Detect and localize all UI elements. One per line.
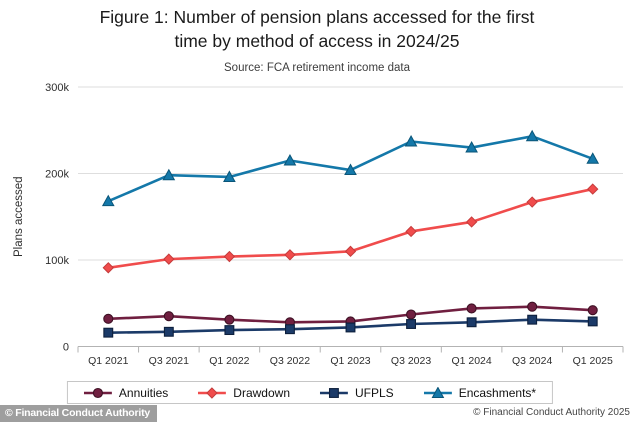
y-tick-label: 100k bbox=[45, 255, 69, 267]
fca-watermark: © Financial Conduct Authority bbox=[0, 405, 157, 422]
series-encashments bbox=[103, 131, 598, 206]
legend-item-annuities[interactable] bbox=[84, 386, 168, 400]
legend-label: Annuities bbox=[118, 385, 169, 400]
y-tick-label: 0 bbox=[62, 341, 69, 354]
series-drawdown bbox=[103, 184, 597, 273]
y-tick-label: 300k bbox=[45, 82, 69, 94]
x-tick-label: Q1 2025 bbox=[572, 355, 613, 367]
figure-subtitle: Source: FCA retirement income data bbox=[224, 62, 410, 74]
legend-label: Drawdown bbox=[233, 385, 291, 400]
legend-label: Encashments* bbox=[458, 385, 537, 400]
chart-legend bbox=[67, 381, 553, 404]
legend-item-drawdown[interactable] bbox=[198, 386, 290, 400]
x-tick-label: Q1 2023 bbox=[330, 355, 371, 367]
x-tick-label: Q3 2024 bbox=[512, 355, 553, 367]
y-tick-label: 200k bbox=[45, 168, 69, 181]
y-axis-title: Plans accessed bbox=[13, 176, 25, 258]
x-tick-label: Q3 2021 bbox=[148, 355, 189, 367]
x-axis bbox=[78, 347, 623, 353]
x-tick-label: Q1 2022 bbox=[209, 355, 250, 367]
legend-item-encashments[interactable] bbox=[424, 386, 536, 400]
copyright-notice: © Financial Conduct Authority 2025 bbox=[473, 407, 630, 418]
figure-title: Figure 1: Number of pension plans accessed for the first time by method of access in 2024/25 bbox=[99, 7, 535, 51]
legend-triangle-marker-icon bbox=[424, 387, 452, 399]
x-tick-label: Q1 2021 bbox=[88, 355, 129, 367]
x-tick-label: Q3 2022 bbox=[269, 355, 311, 367]
x-tick-label: Q1 2024 bbox=[451, 355, 492, 367]
legend-item-ufpls[interactable] bbox=[320, 386, 394, 400]
legend-label: UFPLS bbox=[355, 385, 394, 400]
legend-diamond-marker-icon bbox=[198, 387, 226, 399]
legend-circle-marker-icon bbox=[84, 387, 112, 399]
legend-square-marker-icon bbox=[320, 387, 348, 399]
x-tick-label: Q3 2023 bbox=[390, 355, 432, 367]
